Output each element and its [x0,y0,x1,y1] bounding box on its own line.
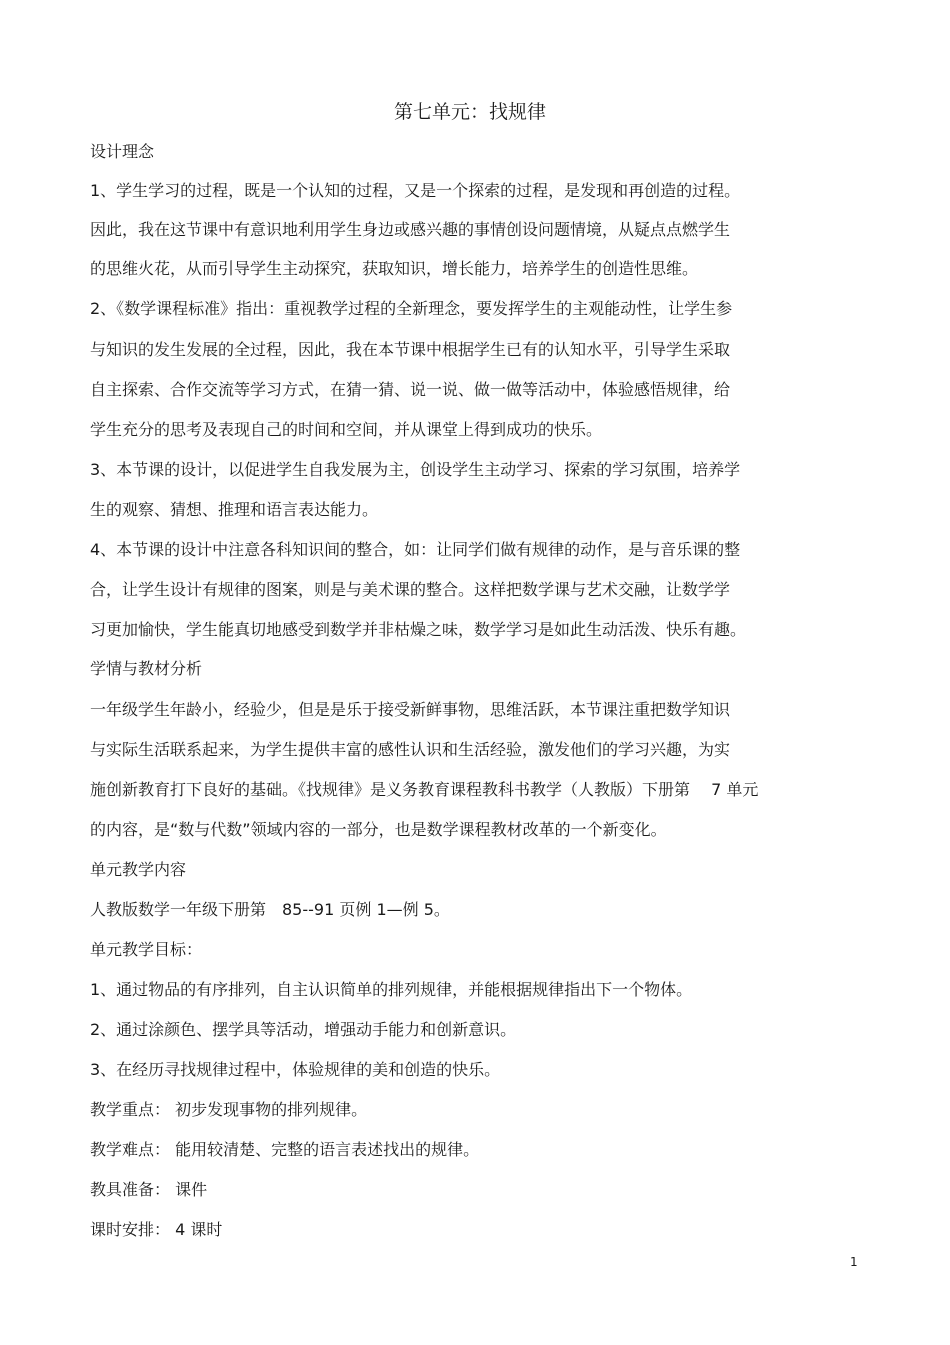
page-title: 第七单元：找规律 [393,101,546,123]
page-number: 1 [850,1255,858,1269]
analysis-line: 施创新教育打下良好的基础。《找规律》是义务教育课程教科书教学（人教版）下册第 7 单元 [90,780,759,799]
key-point: 教学重点： 初步发现事物的排列规律。 [90,1100,368,1119]
analysis-line: 的内容，是“数与代数”领域内容的一部分，也是数学课程教材改革的一个新变化。 [90,820,667,839]
design-line: 与知识的发生发展的全过程，因此，我在本节课中根据学生已有的认知水平，引导学生采取 [90,340,731,359]
design-line: 3、本节课的设计，以促进学生自我发展为主，创设学生主动学习、探索的学习氛围，培养学 [90,460,741,479]
goals-heading: 单元教学目标： [90,940,203,959]
design-line: 因此，我在这节课中有意识地利用学生身边或感兴趣的事情创设问题情境，从疑点点燃学生 [90,220,731,239]
schedule: 课时安排： 4 课时 [90,1220,223,1239]
design-heading: 设计理念 [90,142,155,161]
materials: 教具准备： 课件 [90,1180,208,1199]
analysis-heading: 学情与教材分析 [90,659,203,678]
analysis-line: 一年级学生年龄小，经验少，但是是乐于接受新鲜事物，思维活跃，本节课注重把数学知识 [90,700,731,719]
design-line: 自主探索、合作交流等学习方式，在猜一猜、说一说、做一做等活动中，体验感悟规律，给 [90,380,731,399]
design-line: 2、《数学课程标准》指出：重视教学过程的全新理念，要发挥学生的主观能动性，让学生参 [90,299,733,318]
design-line: 习更加愉快，学生能真切地感受到数学并非枯燥之味，数学学习是如此生动活泼、快乐有趣。 [90,620,747,639]
analysis-line: 与实际生活联系起来，为学生提供丰富的感性认识和生活经验，激发他们的学习兴趣，为实 [90,740,731,759]
difficulty: 教学难点： 能用较清楚、完整的语言表述找出的规律。 [90,1140,480,1159]
design-line: 1、学生学习的过程，既是一个认知的过程，又是一个探索的过程，是发现和再创造的过程。 [90,181,741,200]
goal-item: 3、在经历寻找规律过程中，体验规律的美和创造的快乐。 [90,1060,501,1079]
goal-item: 1、通过物品的有序排列，自主认识简单的排列规律，并能根据规律指出下一个物体。 [90,980,693,999]
design-line: 学生充分的思考及表现自己的时间和空间，并从课堂上得到成功的快乐。 [90,420,603,439]
content-line: 人教版数学一年级下册第 85--91 页例 1—例 5。 [90,900,450,919]
content-heading: 单元教学内容 [90,860,187,879]
design-line: 生的观察、猜想、推理和语言表达能力。 [90,500,379,519]
design-line: 的思维火花，从而引导学生主动探究，获取知识，增长能力，培养学生的创造性思维。 [90,259,699,278]
goal-item: 2、通过涂颜色、摆学具等活动，增强动手能力和创新意识。 [90,1020,517,1039]
design-line: 4、本节课的设计中注意各科知识间的整合，如：让同学们做有规律的动作，是与音乐课的整 [90,540,741,559]
design-line: 合，让学生设计有规律的图案，则是与美术课的整合。这样把数学课与艺术交融，让数学学 [90,580,731,599]
